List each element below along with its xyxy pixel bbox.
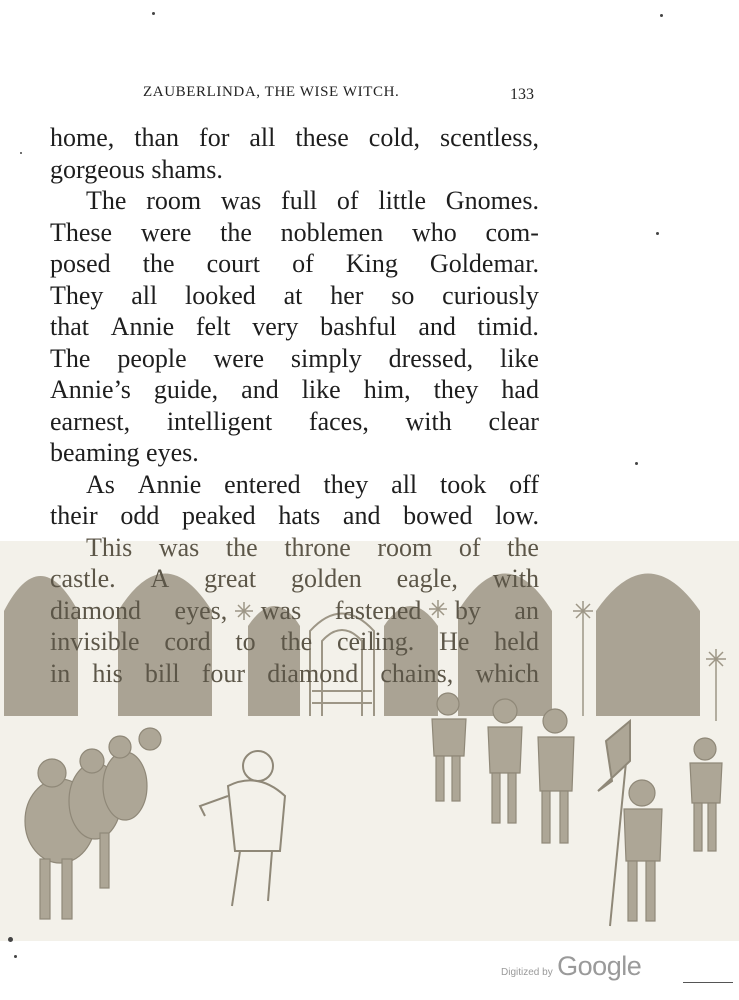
word: at [283,280,303,310]
word: was [260,595,302,625]
word: the [225,532,258,562]
text-line: gorgeous shams. [50,154,223,184]
word: scentless, [440,123,539,152]
word: that [50,312,89,341]
text-line [50,248,539,280]
word: simply [290,343,362,373]
text-line [50,374,539,406]
word: home, [50,123,115,152]
word: curiously [442,280,539,310]
word: with [492,564,539,593]
text-line [50,500,539,532]
word: dressed, [388,343,474,373]
word: eagle, [396,564,458,593]
word: As [86,469,115,499]
word: com- [485,217,539,247]
word: low. [495,501,539,530]
word: invisible [50,627,140,656]
word: felt [195,312,231,341]
word: of [458,532,481,562]
text-line [50,311,539,343]
word: the [507,532,539,562]
word: all [391,469,418,499]
word: noblemen [280,217,384,247]
word: which [475,658,539,688]
word: castle. [50,564,116,593]
word: of [336,186,359,215]
text-line [50,626,539,658]
word: and [418,312,456,341]
scan-speck [152,12,155,15]
scan-speck [14,955,17,958]
word: posed [50,249,111,278]
word: off [509,469,539,499]
word: they [433,375,479,404]
word: held [494,627,539,656]
word: The [86,186,127,215]
scan-speck [635,462,638,465]
scan-speck [660,14,663,17]
word: than [134,123,180,152]
word: cold, [368,123,421,152]
text-line [50,185,539,217]
scan-speck [8,937,13,942]
word: and [241,375,279,404]
word: looked [185,280,256,310]
word: and [342,501,381,530]
text-line: beaming eyes. [50,438,199,467]
word: had [501,375,539,404]
word: of [292,249,314,278]
word: were [140,217,192,247]
word: by [454,595,481,625]
word: him, [363,375,411,404]
word: throne [284,532,351,562]
word: eyes, [174,595,228,625]
word: He [439,627,470,656]
word: intelligent [166,406,273,436]
scan-speck [20,152,22,154]
word: The [50,343,91,373]
word: fastened [334,595,422,625]
word: the [280,627,313,656]
text-line [50,406,539,438]
word: diamond [267,658,359,688]
text-line [50,469,539,501]
word: This [86,532,133,562]
scan-speck [656,232,659,235]
word: all [249,123,276,152]
word: faces, [308,406,369,436]
word: cord [164,627,211,656]
word: his [92,658,123,688]
text-line [50,122,539,154]
digitized-by-google-watermark [501,951,641,982]
word: for [199,123,230,152]
word: guide, [153,375,219,404]
text-line [50,280,539,312]
word: hats [278,501,321,530]
word: so [391,280,415,310]
word: ceiling. [337,627,415,656]
corner-rule [683,982,733,983]
word: with [405,406,452,436]
page-header [0,84,739,108]
word: room [146,186,202,215]
word: in [50,658,71,688]
word: the [142,249,175,278]
word: odd [120,501,160,530]
word: like [499,343,539,373]
word: four [201,658,246,688]
google-wordmark: Google [557,951,642,981]
text-line [50,343,539,375]
word: the [220,217,252,247]
word: These [50,217,113,247]
word: earnest, [50,406,131,436]
word: these [295,123,349,152]
text-line [50,595,539,627]
word: was [220,186,262,215]
word: people [117,343,187,373]
word: like [301,375,341,404]
text-line [50,532,539,564]
text-line [50,563,539,595]
word: diamond [50,595,141,625]
word: Annie [137,469,202,499]
word: clear [488,406,539,436]
word: were [213,343,265,373]
word: King [345,249,398,278]
word: court [206,249,261,278]
word: very [252,312,299,341]
word: they [323,469,369,499]
text-line [50,658,539,690]
word: golden [290,564,362,593]
word: her [330,280,364,310]
word: who [411,217,457,247]
word: bill [144,658,180,688]
word: took [440,469,487,499]
word: great [204,564,257,593]
text-line [50,217,539,249]
word: Annie’s [50,375,131,404]
word: timid. [477,312,539,341]
word: room [377,532,433,562]
body-text [50,122,539,689]
word: Annie [110,312,175,341]
word: all [131,280,158,310]
word: peaked [182,501,256,530]
word: bashful [320,312,397,341]
word: A [150,564,170,593]
word: entered [224,469,301,499]
word: Gnomes. [445,186,539,215]
word: Goldemar. [429,249,539,278]
word: They [50,280,104,310]
word: bowed [403,501,473,530]
word: chains, [380,658,454,688]
word: was [158,532,200,562]
word: full [281,186,318,215]
running-head: ZAUBERLINDA, THE WISE WITCH. [143,84,400,100]
page-number: 133 [510,86,534,103]
word: little [378,186,427,215]
digitized-label: Digitized by [501,967,553,978]
word: their [50,501,98,530]
word: an [514,595,539,625]
word: to [235,627,256,656]
